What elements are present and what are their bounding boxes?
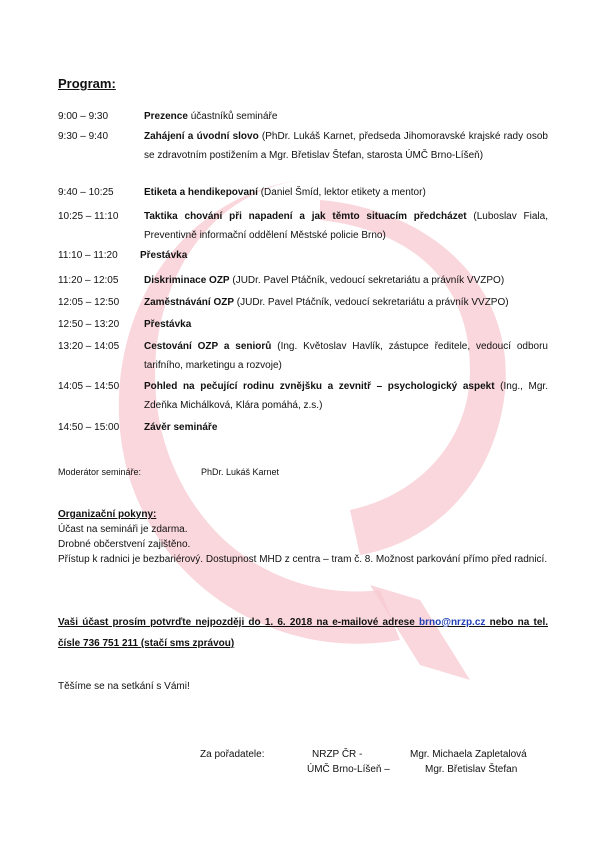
program-time: 11:20 – 12:05 [58,275,119,286]
program-title: Etiketa a hendikepovaní [144,187,258,198]
program-time: 12:05 – 12:50 [58,297,120,308]
program-title: Cestování OZP a seniorů [144,341,272,352]
program-title: Taktika chování při napadení a jak těmto situacím předcházet [144,211,467,222]
program-detail: (PhDr. Lukáš Karnet, předseda Jihomoravské krajské rady osob se zdravotním postižením a Mgr. Břetislav Štefan, starosta ÚMČ Brno-Líšeň) [144,131,548,161]
program-title: Přestávka [140,250,188,261]
program-title: Pohled na pečující rodinu zvnějšku a zevnitř – psychologický aspekt [144,381,495,392]
email-link[interactable]: brno@nrzp.cz [418,617,486,628]
program-time: 14:50 – 15:00 [58,422,120,433]
signature-label: Za pořadatele: [200,749,265,760]
program-title: Zahájení a úvodní slovo [144,131,259,142]
moderator-name: PhDr. Lukáš Karnet [201,467,280,477]
organization-heading: Organizační pokyny: [58,509,157,520]
program-time: 13:20 – 14:05 [58,341,120,352]
organization-line: Přístup k radnici je bezbariérový. Dostupnost MHD z centra – tram č. 8. Možnost parkování přímo před radnicí. [58,554,548,565]
program-time: 9:00 – 9:30 [58,111,109,122]
signature-org: NRZP ČR - [312,749,363,760]
program-time: 9:30 – 9:40 [58,131,109,142]
confirmation-text: Vaši účast prosím potvrďte nejpozději do 1. 6. 2018 na e-mailové adrese [58,617,419,628]
program-detail: (Ing., Mgr. Zdeňka Michálková, Klára pomáhá, z.s.) [144,381,548,411]
program-title: Prezence [144,111,188,122]
program-title: Přestávka [144,319,192,330]
program-detail: (Luboslav Fiala, Preventivně informační oddělení Městské policie Brno) [144,211,548,241]
program-time: 12:50 – 13:20 [58,319,120,330]
program-title: Závěr semináře [144,422,218,433]
program-detail: (JUDr. Pavel Ptáčník, vedoucí sekretariátu a právník VVZPO) [229,275,505,286]
program-detail: účastníků semináře [187,111,278,122]
program-time: 9:40 – 10:25 [58,187,114,198]
signature-person: Mgr. Břetislav Štefan [425,764,518,775]
confirmation-text-phone: nebo na tel. čísle 736 751 211 (stačí sms zprávou) [58,617,548,649]
signature-person: Mgr. Michaela Zapletalová [410,749,527,760]
signature-org: ÚMČ Brno-Líšeň – [307,764,390,775]
organization-line: Drobné občerstvení zajištěno. [58,539,191,550]
program-time: 14:05 – 14:50 [58,381,120,392]
program-title: Diskriminace OZP [144,275,230,286]
program-detail: (Ing. Květoslav Havlík, zástupce ředitele, vedoucí odboru tarifního, marketingu a rozvoje) [144,341,548,371]
confirmation-notice [58,612,548,654]
moderator-label: Moderátor semináře: [58,467,142,477]
program-time: 11:10 – 11:20 [58,250,118,261]
program-detail: (JUDr. Pavel Ptáčník, vedoucí sekretariátu a právník VVZPO) [234,297,509,308]
program-title: Zaměstnávání OZP [144,297,235,308]
greeting: Těšíme se na setkání s Vámi! [58,681,190,692]
program-time: 10:25 – 11:10 [58,211,119,222]
organization-line: Účast na semináři je zdarma. [58,524,188,535]
program-heading: Program: [58,76,116,91]
program-detail: (Daniel Šmíd, lektor etikety a mentor) [257,187,426,198]
